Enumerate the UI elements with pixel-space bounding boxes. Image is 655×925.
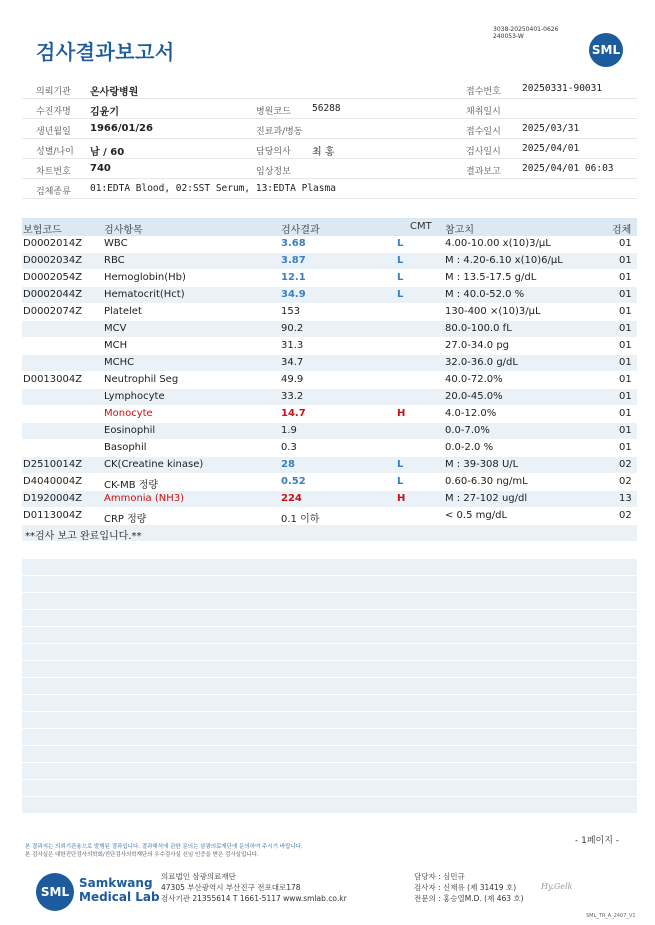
document-id-line2: 240053-W: [493, 33, 524, 40]
cell-item: MCHC: [104, 357, 135, 368]
table-row: [22, 287, 637, 304]
cell-spec: 01: [619, 408, 632, 419]
header-code: 보험코드: [23, 225, 62, 236]
collection-date-label: 채취일시: [466, 107, 501, 117]
cell-item: WBC: [104, 238, 128, 249]
chart-no-value: 740: [90, 163, 111, 174]
empty-row: [22, 610, 637, 626]
cell-ref: 80.0-100.0 fL: [445, 323, 512, 334]
footer-note-1: 본 결과지는 의뢰기관용으로 발행된 결과입니다. 결과해석에 관한 문의는 삼광의료재단에 문의하여 주시기 바랍니다.: [25, 844, 303, 850]
cell-result: 0.52: [281, 476, 306, 487]
header-cmt: CMT: [410, 221, 432, 232]
cell-spec: 01: [619, 323, 632, 334]
document-id: [493, 26, 558, 40]
cell-item: Monocyte: [104, 408, 153, 419]
table-row: [22, 338, 637, 355]
cell-code: D0002054Z: [23, 272, 83, 283]
cell-ref: M : 27-102 ug/dl: [445, 493, 528, 504]
report-title: 검사결과보고서: [36, 40, 175, 64]
results-header: [22, 218, 637, 236]
cell-cmt: L: [397, 476, 404, 487]
cell-code: D2510014Z: [23, 459, 83, 470]
patient-value: 김윤기: [90, 107, 119, 118]
cell-code: D4040004Z: [23, 476, 83, 487]
cell-item: CK-MB 정량: [104, 480, 159, 491]
cell-item: Hematocrit(Hct): [104, 289, 185, 300]
report-date-value: 2025/04/01 06:03: [522, 163, 614, 174]
institution-value: 온사랑병원: [90, 87, 139, 98]
footer-street: 47305 부산광역시 부산진구 전포대로178: [161, 883, 301, 892]
table-row: [22, 474, 637, 491]
sex-age-value: 남 / 60: [90, 147, 125, 158]
cell-ref: < 0.5 mg/dL: [445, 510, 508, 521]
table-row: [22, 372, 637, 389]
results-table: [22, 218, 637, 542]
cell-code: D0002044Z: [23, 289, 83, 300]
document-id-line1: 3038-20250401-0626: [493, 26, 559, 33]
empty-row: [22, 729, 637, 745]
cell-ref: 4.00-10.00 x(10)3/µL: [445, 238, 551, 249]
header-spec: 검체: [612, 225, 632, 236]
cell-spec: 01: [619, 442, 632, 453]
cell-spec: 01: [619, 425, 632, 436]
cell-item: Ammonia (NH3): [104, 493, 185, 504]
cell-spec: 01: [619, 238, 632, 249]
cell-result: 1.9: [281, 425, 297, 436]
form-code: SML_TR_A_2407_V1: [586, 913, 636, 919]
empty-row: [22, 559, 637, 575]
empty-row: [22, 763, 637, 779]
footer-staff: [414, 871, 524, 904]
table-row: [22, 321, 637, 338]
cell-code: D1920004Z: [23, 493, 83, 504]
table-row: [22, 457, 637, 474]
info-row-6: [22, 179, 637, 199]
cell-item: Neutrophil Seg: [104, 374, 179, 385]
clinical-label: 임상정보: [256, 167, 291, 177]
cell-item: RBC: [104, 255, 125, 266]
end-note-row: [22, 525, 637, 542]
cell-ref: 4.0-12.0%: [445, 408, 497, 419]
footer-address: [161, 871, 347, 904]
cell-spec: 02: [619, 510, 632, 521]
test-date-value: 2025/04/01: [522, 143, 580, 154]
footer-brand-line2: Medical Lab: [79, 890, 160, 904]
table-row: [22, 423, 637, 440]
cell-result: 3.68: [281, 238, 306, 249]
empty-row: [22, 797, 637, 813]
specimen-value: 01:EDTA Blood, 02:SST Serum, 13:EDTA Plasma: [90, 183, 336, 194]
empty-row: [22, 644, 637, 660]
empty-row: [22, 678, 637, 694]
cell-result: 28: [281, 459, 295, 470]
page-number: - 1페이지 -: [575, 836, 620, 846]
table-row: [22, 355, 637, 372]
doctor-label: 담당의사: [256, 147, 291, 157]
empty-row: [22, 593, 637, 609]
cell-code: D0013004Z: [23, 374, 83, 385]
cell-code: D0113004Z: [23, 510, 83, 521]
cell-ref: M : 40.0-52.0 %: [445, 289, 525, 300]
empty-row: [22, 695, 637, 711]
end-note: **검사 보고 완료입니다.**: [25, 531, 142, 542]
table-row: [22, 508, 637, 525]
signature: Hy.Gelk: [541, 882, 573, 891]
cell-ref: 40.0-72.0%: [445, 374, 503, 385]
table-row: [22, 236, 637, 253]
info-row-2: [22, 99, 637, 119]
cell-ref: 0.60-6.30 ng/mL: [445, 476, 528, 487]
institution-label: 의뢰기관: [36, 87, 71, 97]
cell-result: 0.1 이하: [281, 514, 320, 525]
results-body: [22, 236, 637, 525]
cell-result: 34.7: [281, 357, 304, 368]
cell-spec: 02: [619, 476, 632, 487]
info-row-4: [22, 139, 637, 159]
footer-staff-2: 검사자 : 신재유 (제 31419 호): [414, 883, 517, 892]
empty-row: [22, 712, 637, 728]
table-row: [22, 406, 637, 423]
patient-label: 수진자명: [36, 107, 71, 117]
cell-item: MCV: [104, 323, 127, 334]
chart-no-label: 차트번호: [36, 167, 71, 177]
cell-spec: 13: [619, 493, 632, 504]
footer-note-2: 본 검사실은 대한진단검사의학회/진단검사의학재단의 우수검사실 신임 인증을 받은 검사실입니다.: [25, 852, 259, 858]
cell-code: D0002014Z: [23, 238, 83, 249]
info-row-1: [22, 79, 637, 99]
empty-row: [22, 661, 637, 677]
cell-item: Platelet: [104, 306, 142, 317]
cell-spec: 02: [619, 459, 632, 470]
table-row: [22, 304, 637, 321]
cell-spec: 01: [619, 340, 632, 351]
sex-age-label: 성별/나이: [36, 147, 74, 157]
cell-spec: 01: [619, 391, 632, 402]
receipt-no-label: 접수번호: [466, 87, 501, 97]
cell-item: Hemoglobin(Hb): [104, 272, 186, 283]
cell-item: MCH: [104, 340, 128, 351]
footer-contact: 검사기관 21355614 T 1661-5117 www.smlab.co.kr: [161, 894, 347, 903]
table-row: [22, 491, 637, 508]
cell-item: Eosinophil: [104, 425, 156, 436]
cell-spec: 01: [619, 374, 632, 385]
table-row: [22, 270, 637, 287]
cell-result: 153: [281, 306, 301, 317]
cell-result: 31.3: [281, 340, 304, 351]
header-ref: 참고치: [445, 225, 474, 236]
hospital-code-value: 56288: [312, 103, 341, 114]
dept-label: 진료과/병동: [256, 127, 303, 137]
cell-ref: 32.0-36.0 g/dL: [445, 357, 518, 368]
footer-brand-line1: Samkwang: [79, 876, 153, 890]
empty-row: [22, 780, 637, 796]
cell-cmt: L: [397, 255, 404, 266]
cell-cmt: H: [397, 408, 406, 419]
cell-ref: 0.0-7.0%: [445, 425, 490, 436]
specimen-label: 검체종류: [36, 187, 71, 197]
cell-item: Basophil: [104, 442, 147, 453]
footer-staff-1: 담당자 : 심민규: [414, 872, 465, 881]
header-result: 검사결과: [281, 225, 320, 236]
footer-org: 의료법인 삼광의료재단: [161, 872, 236, 881]
cell-item: CK(Creatine kinase): [104, 459, 204, 470]
info-row-5: [22, 159, 637, 179]
header-item: 검사항목: [104, 225, 143, 236]
cell-spec: 01: [619, 272, 632, 283]
footer-notes: [25, 843, 303, 859]
info-row-3: [22, 119, 637, 139]
cell-ref: M : 39-308 U/L: [445, 459, 519, 470]
cell-result: 90.2: [281, 323, 304, 334]
cell-cmt: L: [397, 289, 404, 300]
cell-result: 14.7: [281, 408, 306, 419]
cell-spec: 01: [619, 357, 632, 368]
empty-row: [22, 576, 637, 592]
cell-item: Lymphocyte: [104, 391, 165, 402]
cell-code: D0002034Z: [23, 255, 83, 266]
cell-result: 34.9: [281, 289, 306, 300]
receipt-date-label: 접수일시: [466, 127, 501, 137]
cell-result: 224: [281, 493, 302, 504]
table-row: [22, 389, 637, 406]
cell-code: D0002074Z: [23, 306, 83, 317]
cell-cmt: L: [397, 272, 404, 283]
footer-staff-3: 전문의 : 홍승열M.D. (제 463 호): [414, 894, 524, 903]
hospital-code-label: 병원코드: [256, 107, 291, 117]
report-label: 결과보고: [466, 167, 501, 177]
cell-ref: 0.0-2.0 %: [445, 442, 494, 453]
cell-ref: M : 4.20-6.10 x(10)6/µL: [445, 255, 563, 266]
empty-row: [22, 627, 637, 643]
cell-ref: 20.0-45.0%: [445, 391, 503, 402]
cell-spec: 01: [619, 255, 632, 266]
cell-result: 3.87: [281, 255, 306, 266]
test-date-label: 검사일시: [466, 147, 501, 157]
patient-info-section: [22, 79, 637, 199]
cell-result: 33.2: [281, 391, 304, 402]
cell-spec: 01: [619, 289, 632, 300]
receipt-date-value: 2025/03/31: [522, 123, 580, 134]
footer-logo: SML: [36, 873, 74, 911]
cell-result: 12.1: [281, 272, 306, 283]
cell-spec: 01: [619, 306, 632, 317]
cell-cmt: L: [397, 238, 404, 249]
cell-result: 0.3: [281, 442, 297, 453]
cell-item: CRP 정량: [104, 514, 147, 525]
cell-ref: M : 13.5-17.5 g/dL: [445, 272, 537, 283]
sml-logo: SML: [589, 33, 623, 67]
receipt-no-value: 20250331-90031: [522, 83, 603, 94]
cell-cmt: H: [397, 493, 406, 504]
cell-ref: 27.0-34.0 pg: [445, 340, 510, 351]
footer-brand: [79, 876, 160, 904]
cell-cmt: L: [397, 459, 404, 470]
empty-row: [22, 746, 637, 762]
birth-value: 1966/01/26: [90, 123, 153, 134]
table-row: [22, 253, 637, 270]
cell-result: 49.9: [281, 374, 304, 385]
cell-ref: 130-400 ×(10)3/µL: [445, 306, 541, 317]
table-row: [22, 440, 637, 457]
birth-label: 생년월일: [36, 127, 71, 137]
doctor-value: 최 홍: [312, 147, 335, 158]
